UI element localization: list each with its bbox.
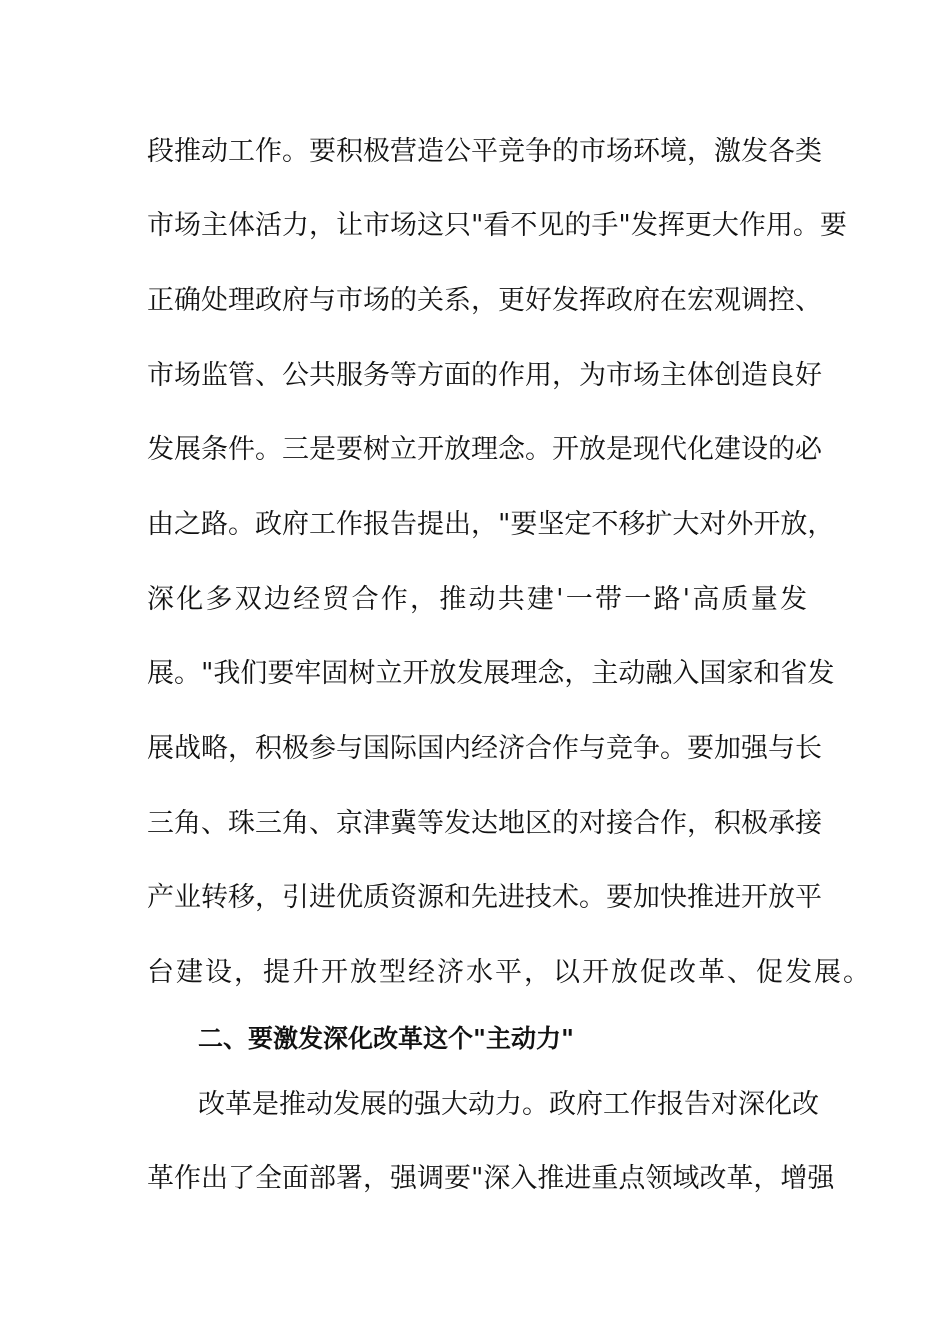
body-text-line: 展。"我们要牢固树立开放发展理念，主动融入国家和省发 — [147, 658, 835, 689]
body-text-line: 正确处理政府与市场的关系，更好发挥政府在宏观调控、 — [147, 285, 822, 316]
body-text-line: 三角、珠三角、京津冀等发达地区的对接合作，积极承接 — [147, 808, 822, 839]
body-text-line: 段推动工作。要积极营造公平竞争的市场环境，激发各类 — [147, 136, 822, 167]
body-text-line: 发展条件。三是要树立开放理念。开放是现代化建设的必 — [147, 434, 822, 465]
body-text-line: 改革是推动发展的强大动力。政府工作报告对深化改 — [198, 1089, 819, 1120]
body-text-line: 市场监管、公共服务等方面的作用，为市场主体创造良好 — [147, 360, 822, 391]
body-text-line: 产业转移，引进优质资源和先进技术。要加快推进开放平 — [147, 882, 822, 913]
body-text-line: 台建设，提升开放型经济水平，以开放促改革、促发展。 — [147, 957, 872, 988]
body-text-line: 市场主体活力，让市场这只"看不见的手"发挥更大作用。要 — [147, 210, 847, 241]
section-heading: 二、要激发深化改革这个"主动力" — [198, 1024, 575, 1053]
body-text-line: 由之路。政府工作报告提出，"要坚定不移扩大对外开放， — [147, 509, 835, 540]
body-text-line: 展战略，积极参与国际国内经济合作与竞争。要加强与长 — [147, 733, 822, 764]
body-text-line: 革作出了全面部署，强调要"深入推进重点领域改革，增强 — [147, 1163, 835, 1194]
body-text-line: 深化多双边经贸合作，推动共建'一带一路'高质量发 — [147, 584, 807, 615]
